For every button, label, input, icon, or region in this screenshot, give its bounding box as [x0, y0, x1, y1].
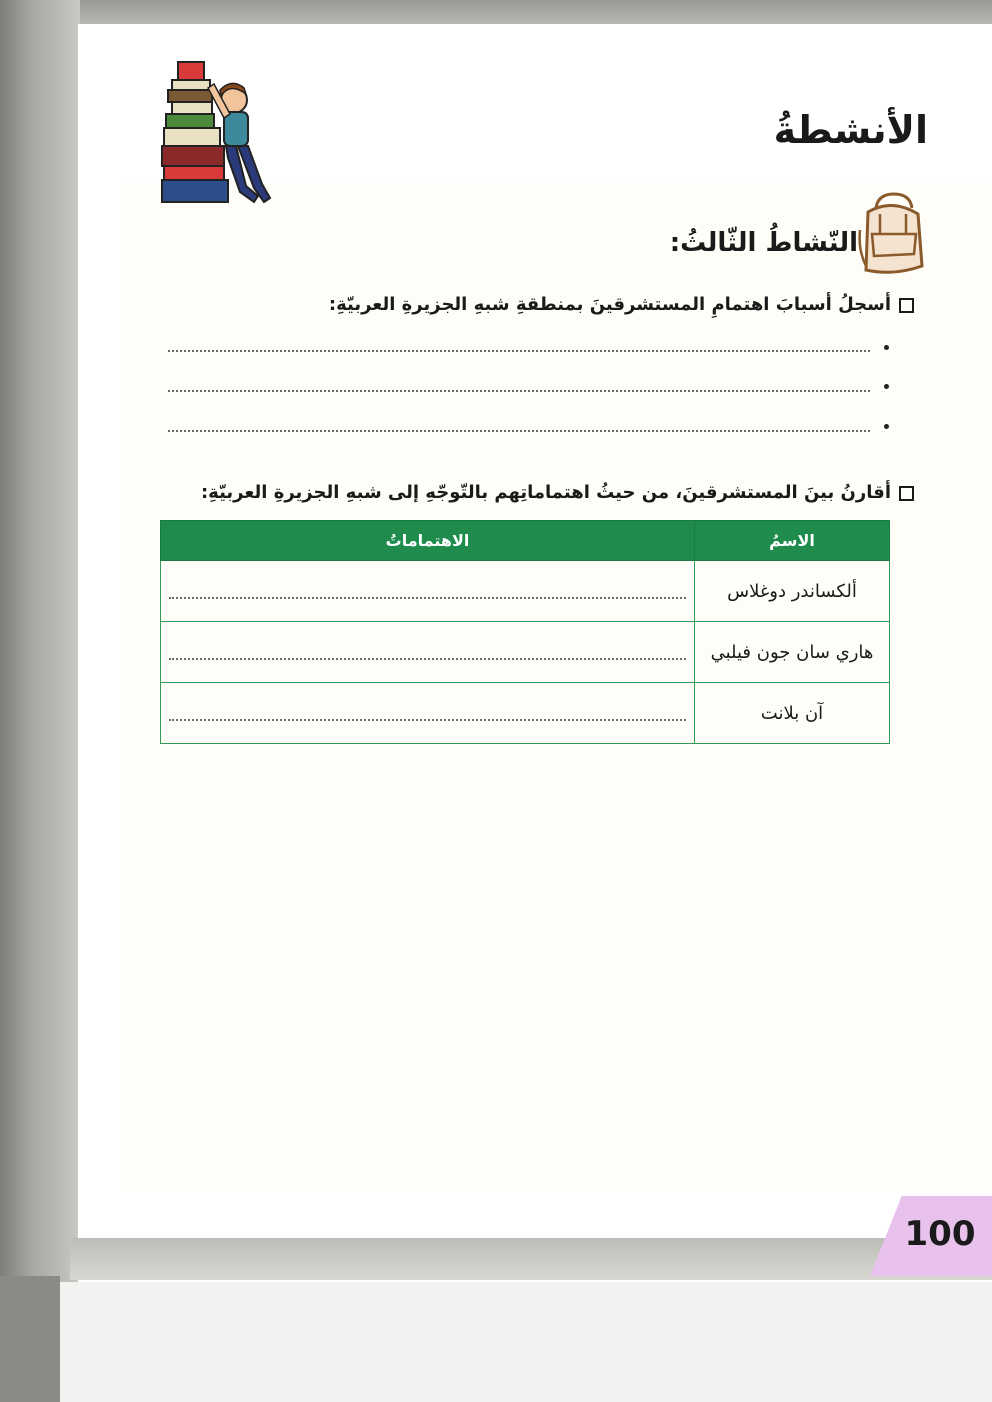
header-interests: الاهتماماتُ — [161, 521, 695, 561]
books-boy-illustration — [158, 58, 280, 210]
orientalist-name: آن بلانت — [695, 683, 890, 744]
header-name: الاسمُ — [695, 521, 890, 561]
table-row — [161, 683, 890, 744]
table-row — [161, 622, 890, 683]
bullet-icon — [884, 384, 889, 389]
page-number: 100 — [904, 1214, 976, 1254]
next-page-edge — [0, 1282, 992, 1402]
interests-answer[interactable] — [161, 683, 695, 744]
bullet-icon — [884, 424, 889, 429]
question-1 — [329, 294, 914, 315]
interests-answer[interactable] — [161, 622, 695, 683]
scan-left-shadow — [0, 0, 80, 1290]
interests-answer[interactable] — [161, 561, 695, 622]
orientalist-name: هاري سان جون فيلبي — [695, 622, 890, 683]
comparison-table — [160, 520, 890, 744]
bullet-icon — [884, 345, 889, 350]
answer-dotted-line — [169, 658, 686, 660]
answer-line-3[interactable] — [168, 430, 870, 432]
question-1-text: أسجلُ أسبابَ اهتمامِ المستشرقينَ بمنطقةِ شبهِ الجزيرةِ العربيّةِ: — [328, 294, 891, 315]
backpack-icon — [858, 190, 928, 276]
orientalist-name: ألكساندر دوغلاس — [695, 561, 890, 622]
question-2-text: أقارنُ بينَ المستشرقينَ، من حيثُ اهتماماتِهم بالتّوجّهِ إلى شبهِ الجزيرةِ العربيّةِ: — [200, 482, 891, 503]
section-title: الأنشطةُ — [773, 108, 928, 152]
table-row — [161, 561, 890, 622]
next-page-shadow — [0, 1276, 60, 1402]
checkbox-icon — [899, 298, 914, 313]
checkbox-icon — [899, 486, 914, 501]
question-2 — [201, 482, 914, 503]
answer-line-1[interactable] — [168, 350, 870, 352]
table-header-row — [161, 521, 890, 561]
answer-dotted-line — [169, 597, 686, 599]
footer-band — [70, 1238, 992, 1280]
answer-line-2[interactable] — [168, 390, 870, 392]
answer-dotted-line — [169, 719, 686, 721]
activity-title: النّشاطُ الثّالثُ: — [669, 228, 858, 258]
